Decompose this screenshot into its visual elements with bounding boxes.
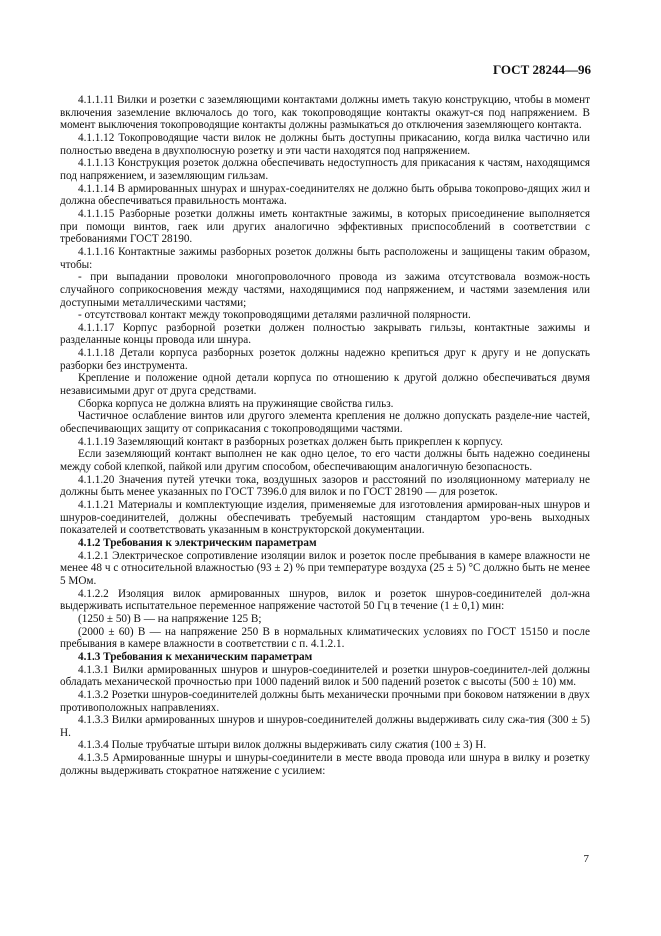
paragraph: 4.1.1.21 Материалы и комплектующие изделия, применяемые для изготовления армирован-ных шнуров и шнуров-соединителей, должны обеспечивать требуемый настоящим стандартом уро-вень выходных показателей и соответствовать указанным в конструкторской документации. [60, 499, 590, 537]
paragraph: 4.1.1.15 Разборные розетки должны иметь контактные зажимы, в которых присоединение выполняется при помощи винтов, гаек или других аналогично эффективных приспособлений в соответствии с требованиями ГОСТ 28190. [60, 207, 590, 246]
paragraph: 4.1.1.14 В армированных шнурах и шнурах-соединителях не должно быть обрыва токопрово-дящих жил и должна обеспечиваться правильность монтажа. [60, 182, 590, 208]
list-item: (1250 ± 50) В — на напряжение 125 В; [78, 612, 262, 625]
document-body [60, 94, 590, 777]
page-number: 7 [583, 853, 589, 865]
paragraph: 4.1.1.13 Конструкция розеток должна обеспечивать недоступность для прикасания к частям, находящимся под напряжением, и заземляющим гильзам. [60, 157, 590, 182]
paragraph: 4.1.3.2 Розетки шнуров-соединителей должны быть механически прочными при боковом натяжении в двух противоположных направлениях. [60, 688, 590, 714]
list-item: - отсутствовал контакт между токопроводящими деталями различной полярности. [78, 309, 471, 322]
paragraph: Крепление и положение одной детали корпуса по отношению к другой должно обеспечиваться двумя независимыми друг от друга средствами. [60, 372, 590, 398]
section-heading: 4.1.3 Требования к механическим параметрам [78, 650, 313, 663]
list-item: - при выпадании проволоки многопроволочного провода из зажима отсутствовала возмож-ность случайного соприкосновения между частями, находящимися под напряжением, и частями заземления или доступными металлическими частями; [60, 271, 590, 309]
paragraph: 4.1.1.18 Детали корпуса разборных розеток должны надежно крепиться друг к другу и не допускать разборки без инструмента. [60, 347, 590, 372]
paragraph: 4.1.1.16 Контактные зажимы разборных розеток должны быть расположены и защищены таким образом, чтобы: [60, 245, 590, 271]
paragraph: 4.1.2.1 Электрическое сопротивление изоляции вилок и розеток после пребывания в камере влажности не менее 48 ч с относительной влажностью (93 ± 2) % при температуре воздуха (25 ± 5) °С должно быть не менее 5 МОм. [60, 549, 590, 587]
paragraph: 4.1.3.3 Вилки армированных шнуров и шнуров-соединителей должны выдерживать силу сжа-тия (300 ± 5) Н. [60, 714, 590, 739]
paragraph: 4.1.1.12 Токопроводящие части вилок не должны быть доступны прикасанию, когда вилка частично или полностью введена в двухполюсную розетку и эти части находятся под напряжением. [60, 131, 590, 157]
document-header: ГОСТ 28244—96 [492, 62, 591, 77]
paragraph: 4.1.1.11 Вилки и розетки с заземляющими контактами должны иметь такую конструкцию, чтобы в момент включения заземление включалось до того, как токопроводящие контакты окажут-ся под напряжением. В момент выключения токопроводящие контакты должны размыкаться до отключения заземляющего контакта. [60, 94, 590, 132]
paragraph: 4.1.2.2 Изоляция вилок армированных шнуров, вилок и розеток шнуров-соединителей дол-жна выдерживать испытательное переменное напряжение частотой 50 Гц в течение (1 ± 0,1) мин: [60, 587, 590, 613]
paragraph: Если заземляющий контакт выполнен не как одно целое, то его части должны быть надежно соединены между собой клепкой, пайкой или другим способом, обеспечивающим аналогичную безопасность. [60, 448, 590, 474]
list-item: (2000 ± 60) В — на напряжение 250 В в нормальных климатических условиях по ГОСТ 15150 и после пребывания в камере влажности в соответствии с п. 4.1.2.1. [60, 625, 590, 651]
paragraph: 4.1.3.5 Армированные шнуры и шнуры-соединители в месте ввода провода или шнура в вилку и розетку должны выдерживать стократное натяжение с усилием: [60, 752, 590, 777]
paragraph: 4.1.1.17 Корпус разборной розетки должен полностью закрывать гильзы, контактные зажимы и разделанные концы провода или шнура. [60, 321, 590, 347]
section-heading: 4.1.2 Требования к электрическим параметрам [78, 536, 317, 549]
paragraph: Частичное ослабление винтов или другого элемента крепления не должно допускать разделе-ние частей, обеспечивающих защиту от соприкасания с токопроводящими частями. [60, 410, 590, 436]
paragraph: Сборка корпуса не должна влиять на пружинящие свойства гильз. [78, 397, 394, 410]
paragraph: 4.1.3.4 Полые трубчатые штыри вилок должны выдерживать силу сжатия (100 ± 3) Н. [78, 739, 487, 752]
paragraph: 4.1.1.19 Заземляющий контакт в разборных розетках должен быть прикреплен к корпусу. [78, 435, 503, 448]
paragraph: 4.1.3.1 Вилки армированных шнуров и шнуров-соединителей и розетки шнуров-соединител-лей должны обладать механической прочностью при 1000 падений вилок и 500 падений розеток с высоты (500 ± 10) мм. [60, 663, 590, 689]
paragraph: 4.1.1.20 Значения путей утечки тока, воздушных зазоров и расстояний по изоляционному материалу не должны быть менее указанных по ГОСТ 7396.0 для вилок и по ГОСТ 28190 — для розеток. [60, 473, 590, 499]
